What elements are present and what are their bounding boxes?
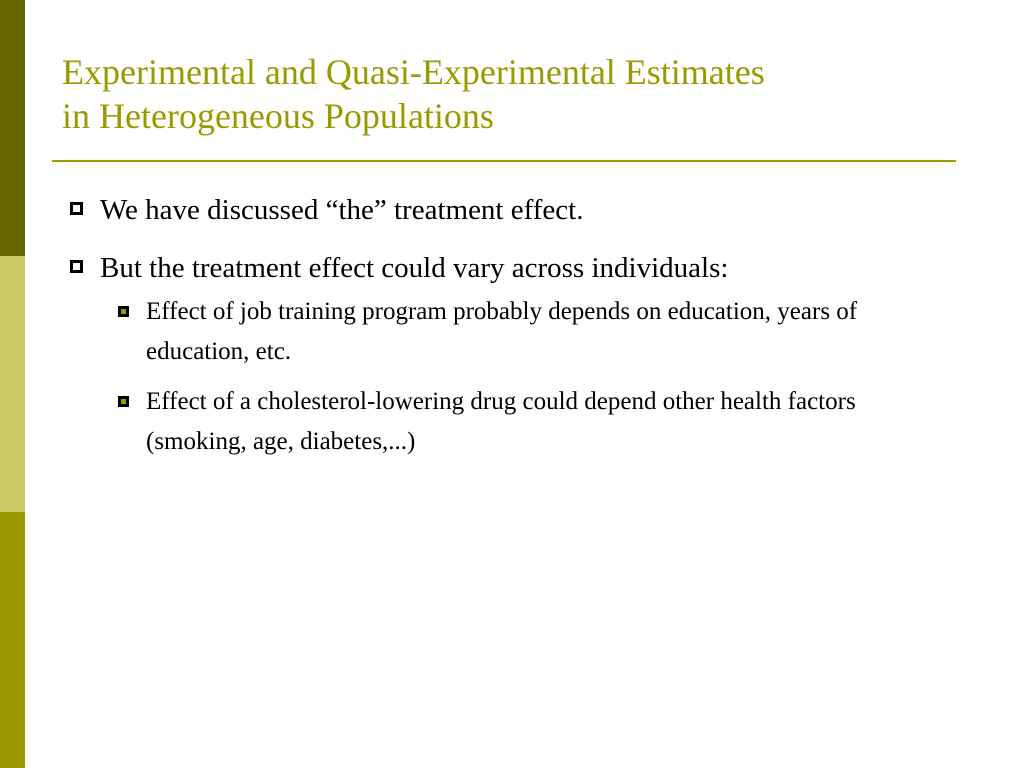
side-bar-bottom-segment <box>0 512 25 768</box>
filled-square-bullet-icon <box>118 396 129 407</box>
sub-bullet-text: Effect of job training program probably depends on education, years of education, etc. <box>146 298 858 365</box>
sub-bullet-list <box>100 292 948 462</box>
bullet-text: But the treatment effect could vary across individuals: <box>100 252 729 284</box>
hollow-square-bullet-icon <box>70 260 83 273</box>
slide-title-line-2: in Heterogeneous Populations <box>62 96 494 136</box>
slide-title-line-1: Experimental and Quasi-Experimental Estimates <box>62 52 765 92</box>
bullet-item-1 <box>68 190 948 230</box>
slide-title <box>62 50 962 138</box>
sub-bullet-text: Effect of a cholesterol-lowering drug could depend other health factors (smoking, age, diabetes,...) <box>146 388 856 455</box>
side-bar-top-segment <box>0 0 25 256</box>
sub-bullet-item-1 <box>100 292 948 372</box>
bullet-item-2 <box>68 248 948 462</box>
hollow-square-bullet-icon <box>70 202 83 215</box>
title-underline <box>52 160 956 162</box>
filled-square-bullet-icon <box>118 306 129 317</box>
bullet-text: We have discussed “the” treatment effect. <box>100 194 584 226</box>
sub-bullet-item-2 <box>100 382 948 462</box>
side-bar-middle-segment <box>0 256 25 512</box>
side-color-bar <box>0 0 25 768</box>
bullet-list <box>68 190 948 480</box>
